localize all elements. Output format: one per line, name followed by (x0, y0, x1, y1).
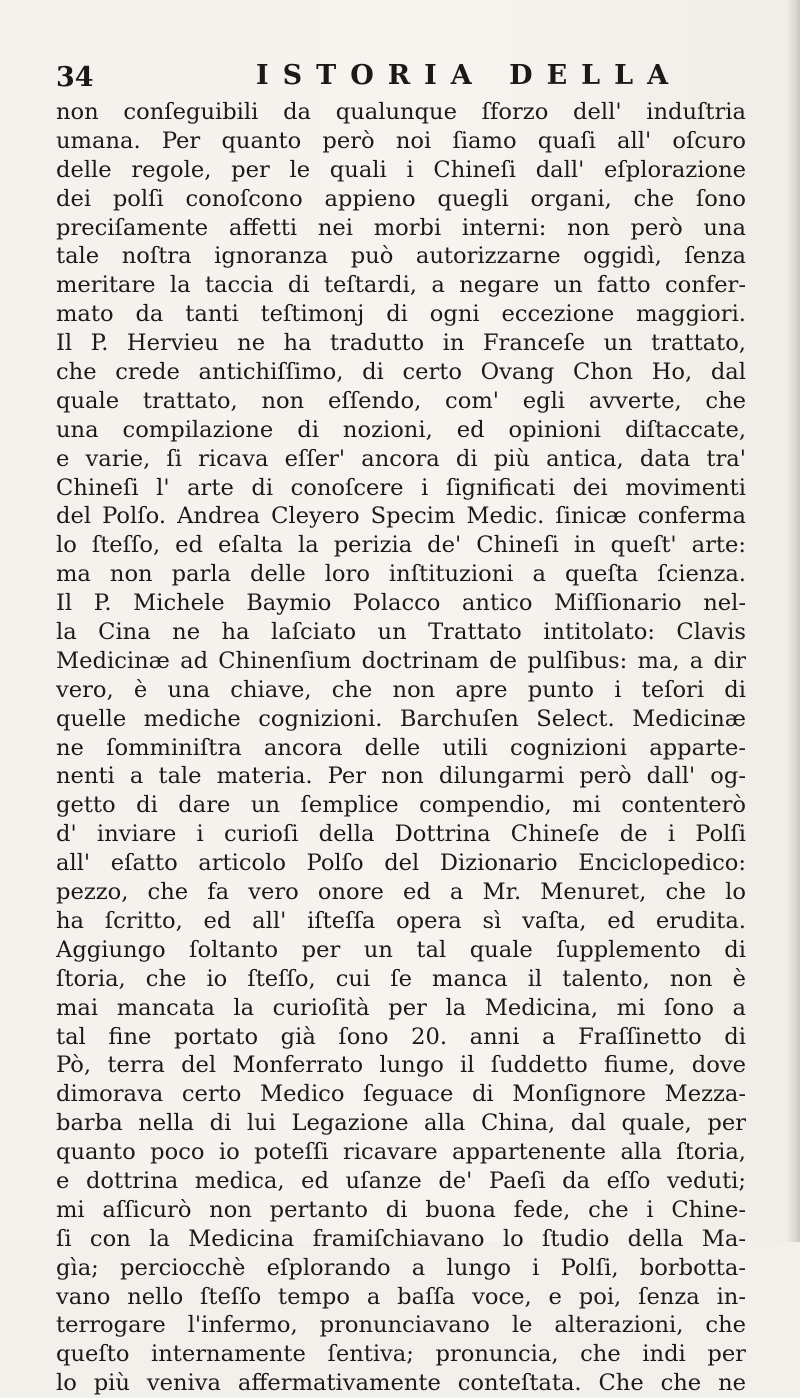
page-edge-shadow (786, 0, 800, 1242)
text-line: nenti a tale materia. Per non dilungarmi però dall' og- (56, 763, 746, 790)
text-line: quelle mediche cognizioni. Barchuſen Select. Medicinæ (56, 705, 746, 732)
text-line: preciſamente affetti nei morbi interni: non però una (56, 214, 746, 241)
text-line: Il P. Hervieu ne ha tradutto in Franceſe un trattato, (56, 330, 746, 357)
text-line: all' eſatto articolo Polſo del Dizionario Enciclopedico: (56, 850, 746, 877)
text-line: barba nella di lui Legazione alla China, dal quale, per (56, 1110, 746, 1137)
text-line: tal fine portato già ſono 20. anni a Fraſſinetto di (56, 1023, 746, 1050)
text-line: Il P. Michele Baymio Polacco antico Miſſionario nel- (56, 590, 746, 617)
text-line: Pò, terra del Monferrato lungo il ſuddetto fiume, dove (56, 1052, 746, 1079)
text-line: quanto poco io poteſſi ricavare appartenente alla ſtoria, (56, 1139, 746, 1166)
text-line: quale trattato, non eſſendo, com' egli avverte, che (56, 387, 746, 414)
text-line: vano nello ſteſſo tempo a baſſa voce, e poi, ſenza in- (56, 1283, 746, 1310)
text-line: ſtoria, che io ſteſſo, cui ſe manca il talento, non è (56, 965, 746, 992)
text-line: umana. Per quanto però noi ſiamo quaſi all' oſcuro (56, 127, 746, 154)
text-line: terrogare l'infermo, pronunciavano le alterazioni, che (56, 1312, 746, 1339)
text-line: pezzo, che fa vero onore ed a Mr. Menuret, che lo (56, 879, 746, 906)
text-line: che crede antichiſſimo, di certo Ovang Chon Ho, dal (56, 359, 746, 386)
page-number: 34 (56, 62, 94, 93)
text-line: ha ſcritto, ed all' iſteſſa opera sì vaſta, ed erudita. (56, 907, 746, 934)
text-line: d' inviare i curioſi della Dottrina Chineſe de i Polſi (56, 821, 746, 848)
text-line: Medicinæ ad Chinenſium doctrinam de pulſibus: ma, a dir (56, 647, 746, 674)
text-line: mi aſſicurò non pertanto di buona fede, che i Chine- (56, 1196, 746, 1223)
text-line: del Polſo. Andrea Cleyero Specim Medic. ſinicæ conferma (56, 503, 746, 530)
text-line: mato da tanti teſtimonj di ogni eccezione maggiori. (56, 301, 746, 328)
text-line: una compilazione di nozioni, ed opinioni diſtaccate, (56, 416, 746, 443)
text-line: ma non parla delle loro inſtituzioni a queſta ſcienza. (56, 561, 746, 588)
page-header (56, 58, 736, 94)
text-line: gìa; perciocchè eſplorando a lungo i Polſi, borbotta- (56, 1254, 746, 1281)
text-line: lo più veniva affermativamente conteſtata. Che che ne (56, 1370, 746, 1397)
text-line: dimorava certo Medico ſeguace di Monſignore Mezza- (56, 1081, 746, 1108)
text-line: ſi con la Medicina framiſchiavano lo ſtudio della Ma- (56, 1225, 746, 1252)
text-line: e dottrina medica, ed uſanze de' Paeſi da eſſo veduti; (56, 1167, 746, 1194)
text-line: getto di dare un ſemplice compendio, mi contenterò (56, 792, 746, 819)
text-line: queſto internamente ſentiva; pronuncia, che indi per (56, 1341, 746, 1368)
text-line: la Cina ne ha laſciato un Trattato intitolato: Clavis (56, 619, 746, 646)
text-line: Aggiungo ſoltanto per un tal quale ſupplemento di (56, 936, 746, 963)
text-line: e varie, ſi ricava eſſer' ancora di più antica, data tra' (56, 445, 746, 472)
text-line: dei polſi conoſcono appieno quegli organi, che ſono (56, 185, 746, 212)
text-line: non conſeguibili da qualunque ſforzo dell' induſtria (56, 99, 746, 125)
text-line: delle regole, per le quali i Chineſi dall' eſplorazione (56, 156, 746, 183)
text-line: Chineſi l' arte di conoſcere i ſignificati dei movimenti (56, 474, 746, 501)
text-line: mai mancata la curioſità per la Medicina, mi ſono a (56, 994, 746, 1021)
text-line: lo ſteſſo, ed eſalta la perizia de' Chineſi in queſt' arte: (56, 532, 746, 559)
text-line: vero, è una chiave, che non apre punto i teſori di (56, 676, 746, 703)
text-line: tale noſtra ignoranza può autorizzarne oggidì, ſenza (56, 243, 746, 270)
text-line: ne ſomminiſtra ancora delle utili cognizioni apparte- (56, 734, 746, 761)
running-title: ISTORIA DELLA (256, 60, 683, 91)
body-text (56, 98, 746, 1398)
text-line: meritare la taccia di teſtardi, a negare un fatto confer- (56, 272, 746, 299)
